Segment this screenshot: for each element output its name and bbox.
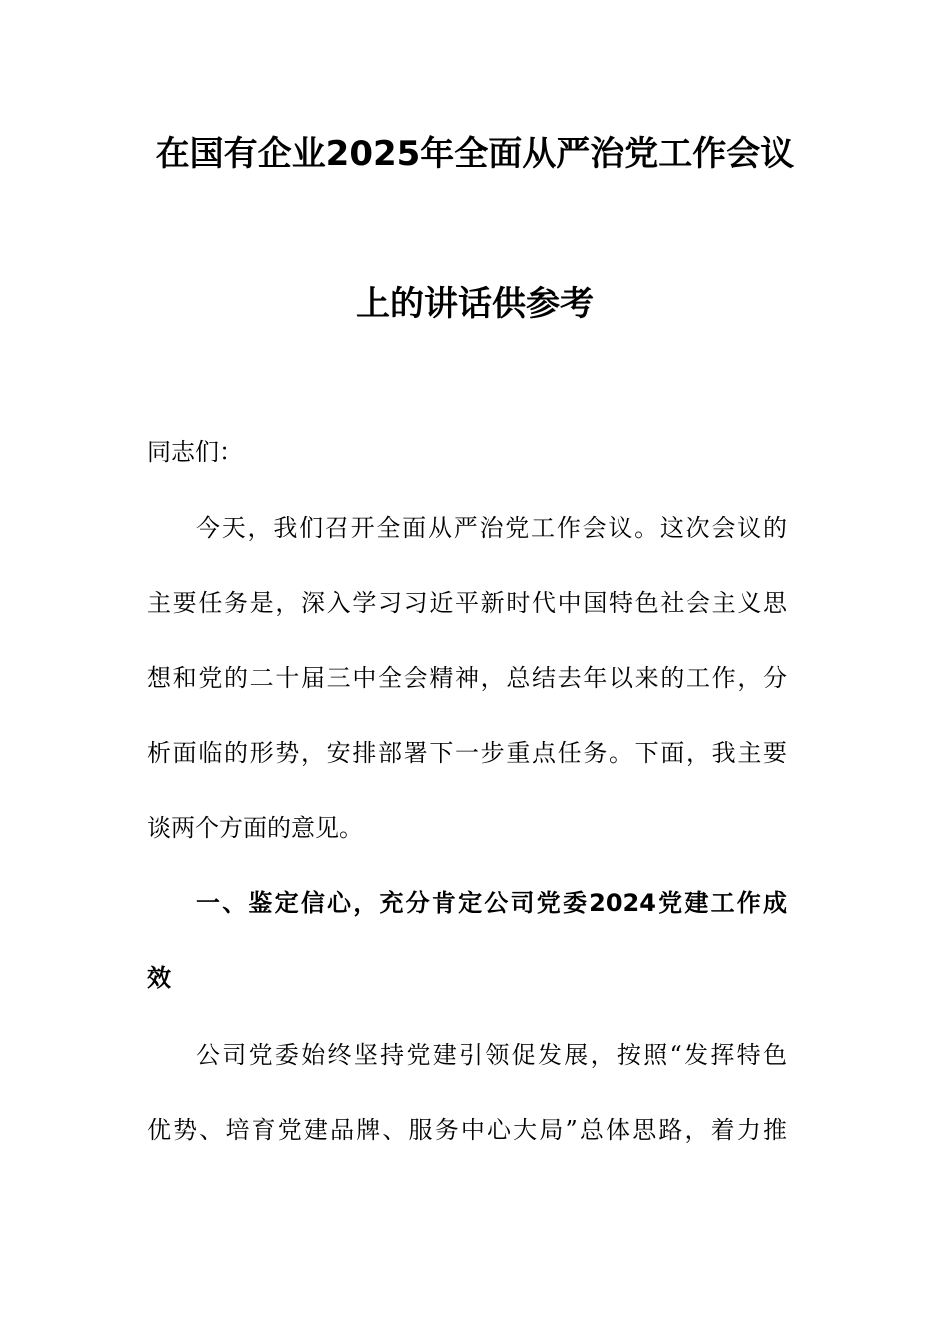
paragraph-1-line: 谈两个方面的意见。: [147, 814, 363, 842]
paragraph-1-line: 主要任务是，深入学习习近平新时代中国特色社会主义思: [147, 589, 787, 617]
paragraph-1-line: 今天，我们召开全面从严治党工作会议。这次会议的: [196, 514, 787, 542]
paragraph-2-line: 优势、培育党建品牌、服务中心大局”总体思路，着力推: [147, 1116, 787, 1144]
paragraph-1-line: 想和党的二十届三中全会精神，总结去年以来的工作，分: [147, 664, 787, 692]
document-title-line-2: 上的讲话供参考: [356, 284, 594, 324]
section-heading-line: 一、鉴定信心，充分肯定公司党委2024党建工作成: [196, 889, 787, 917]
paragraph-2-line: 公司党委始终坚持党建引领促发展，按照“发挥特色: [196, 1041, 787, 1069]
paragraph-1-line: 析面临的形势，安排部署下一步重点任务。下面，我主要: [147, 739, 787, 767]
section-heading-line: 效: [147, 964, 171, 992]
document-title-line-1: 在国有企业2025年全面从严治党工作会议: [155, 134, 795, 174]
salutation: 同志们：: [147, 438, 243, 466]
